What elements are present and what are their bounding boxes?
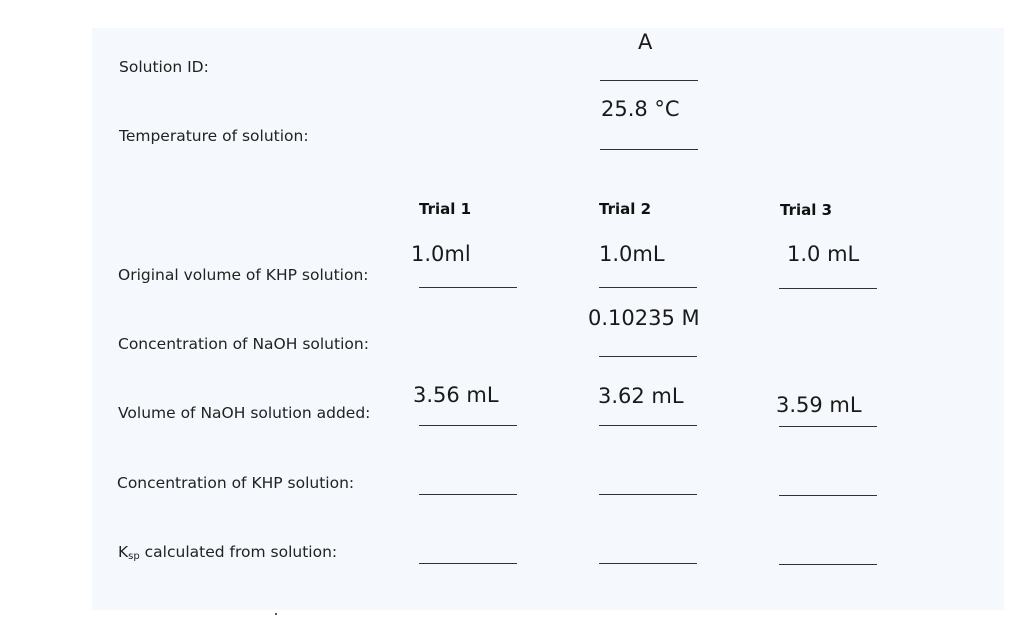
- ksp-blank-3: [779, 564, 877, 565]
- ksp-label-rest: calculated from solution:: [139, 543, 338, 561]
- ksp-label-subscript: sp: [128, 551, 140, 562]
- original-volume-blank-2: [599, 287, 697, 288]
- temperature-label: Temperature of solution:: [119, 127, 309, 145]
- ksp-label-k: K: [118, 543, 129, 561]
- trial-1-header: Trial 1: [419, 200, 472, 218]
- solution-id-label: Solution ID:: [119, 58, 209, 76]
- trial-2-header: Trial 2: [599, 200, 652, 218]
- khp-concentration-label: Concentration of KHP solution:: [117, 474, 355, 492]
- ksp-blank-2: [599, 563, 697, 564]
- trial-3-header: Trial 3: [780, 201, 833, 219]
- naoh-concentration-value: 0.10235 M: [588, 306, 700, 330]
- khp-concentration-blank-3: [779, 495, 877, 496]
- naoh-volume-blank-1: [419, 425, 517, 426]
- temperature-blank: [600, 149, 698, 150]
- original-volume-trial-3: 1.0 mL: [787, 242, 860, 266]
- khp-concentration-blank-2: [599, 494, 697, 495]
- original-volume-label: Original volume of KHP solution:: [118, 266, 369, 284]
- naoh-volume-trial-2: 3.62 mL: [598, 384, 684, 408]
- naoh-concentration-blank: [599, 356, 697, 357]
- naoh-volume-label: Volume of NaOH solution added:: [118, 404, 371, 422]
- original-volume-blank-3: [779, 288, 877, 289]
- temperature-value: 25.8 °C: [601, 97, 680, 121]
- naoh-volume-trial-1: 3.56 mL: [413, 383, 499, 407]
- naoh-volume-trial-3: 3.59 mL: [776, 393, 862, 417]
- ksp-label: [118, 543, 337, 562]
- solution-id-value: A: [638, 30, 653, 54]
- naoh-volume-blank-2: [599, 425, 697, 426]
- naoh-volume-blank-3: [779, 426, 877, 427]
- ksp-blank-1: [419, 563, 517, 564]
- original-volume-blank-1: [419, 287, 517, 288]
- original-volume-trial-2: 1.0mL: [599, 242, 665, 266]
- worksheet-page: [92, 28, 1004, 610]
- khp-concentration-blank-1: [419, 494, 517, 495]
- naoh-concentration-label: Concentration of NaOH solution:: [118, 335, 369, 353]
- stray-mark: [275, 613, 277, 615]
- solution-id-blank: [600, 80, 698, 81]
- original-volume-trial-1: 1.0ml: [411, 242, 471, 266]
